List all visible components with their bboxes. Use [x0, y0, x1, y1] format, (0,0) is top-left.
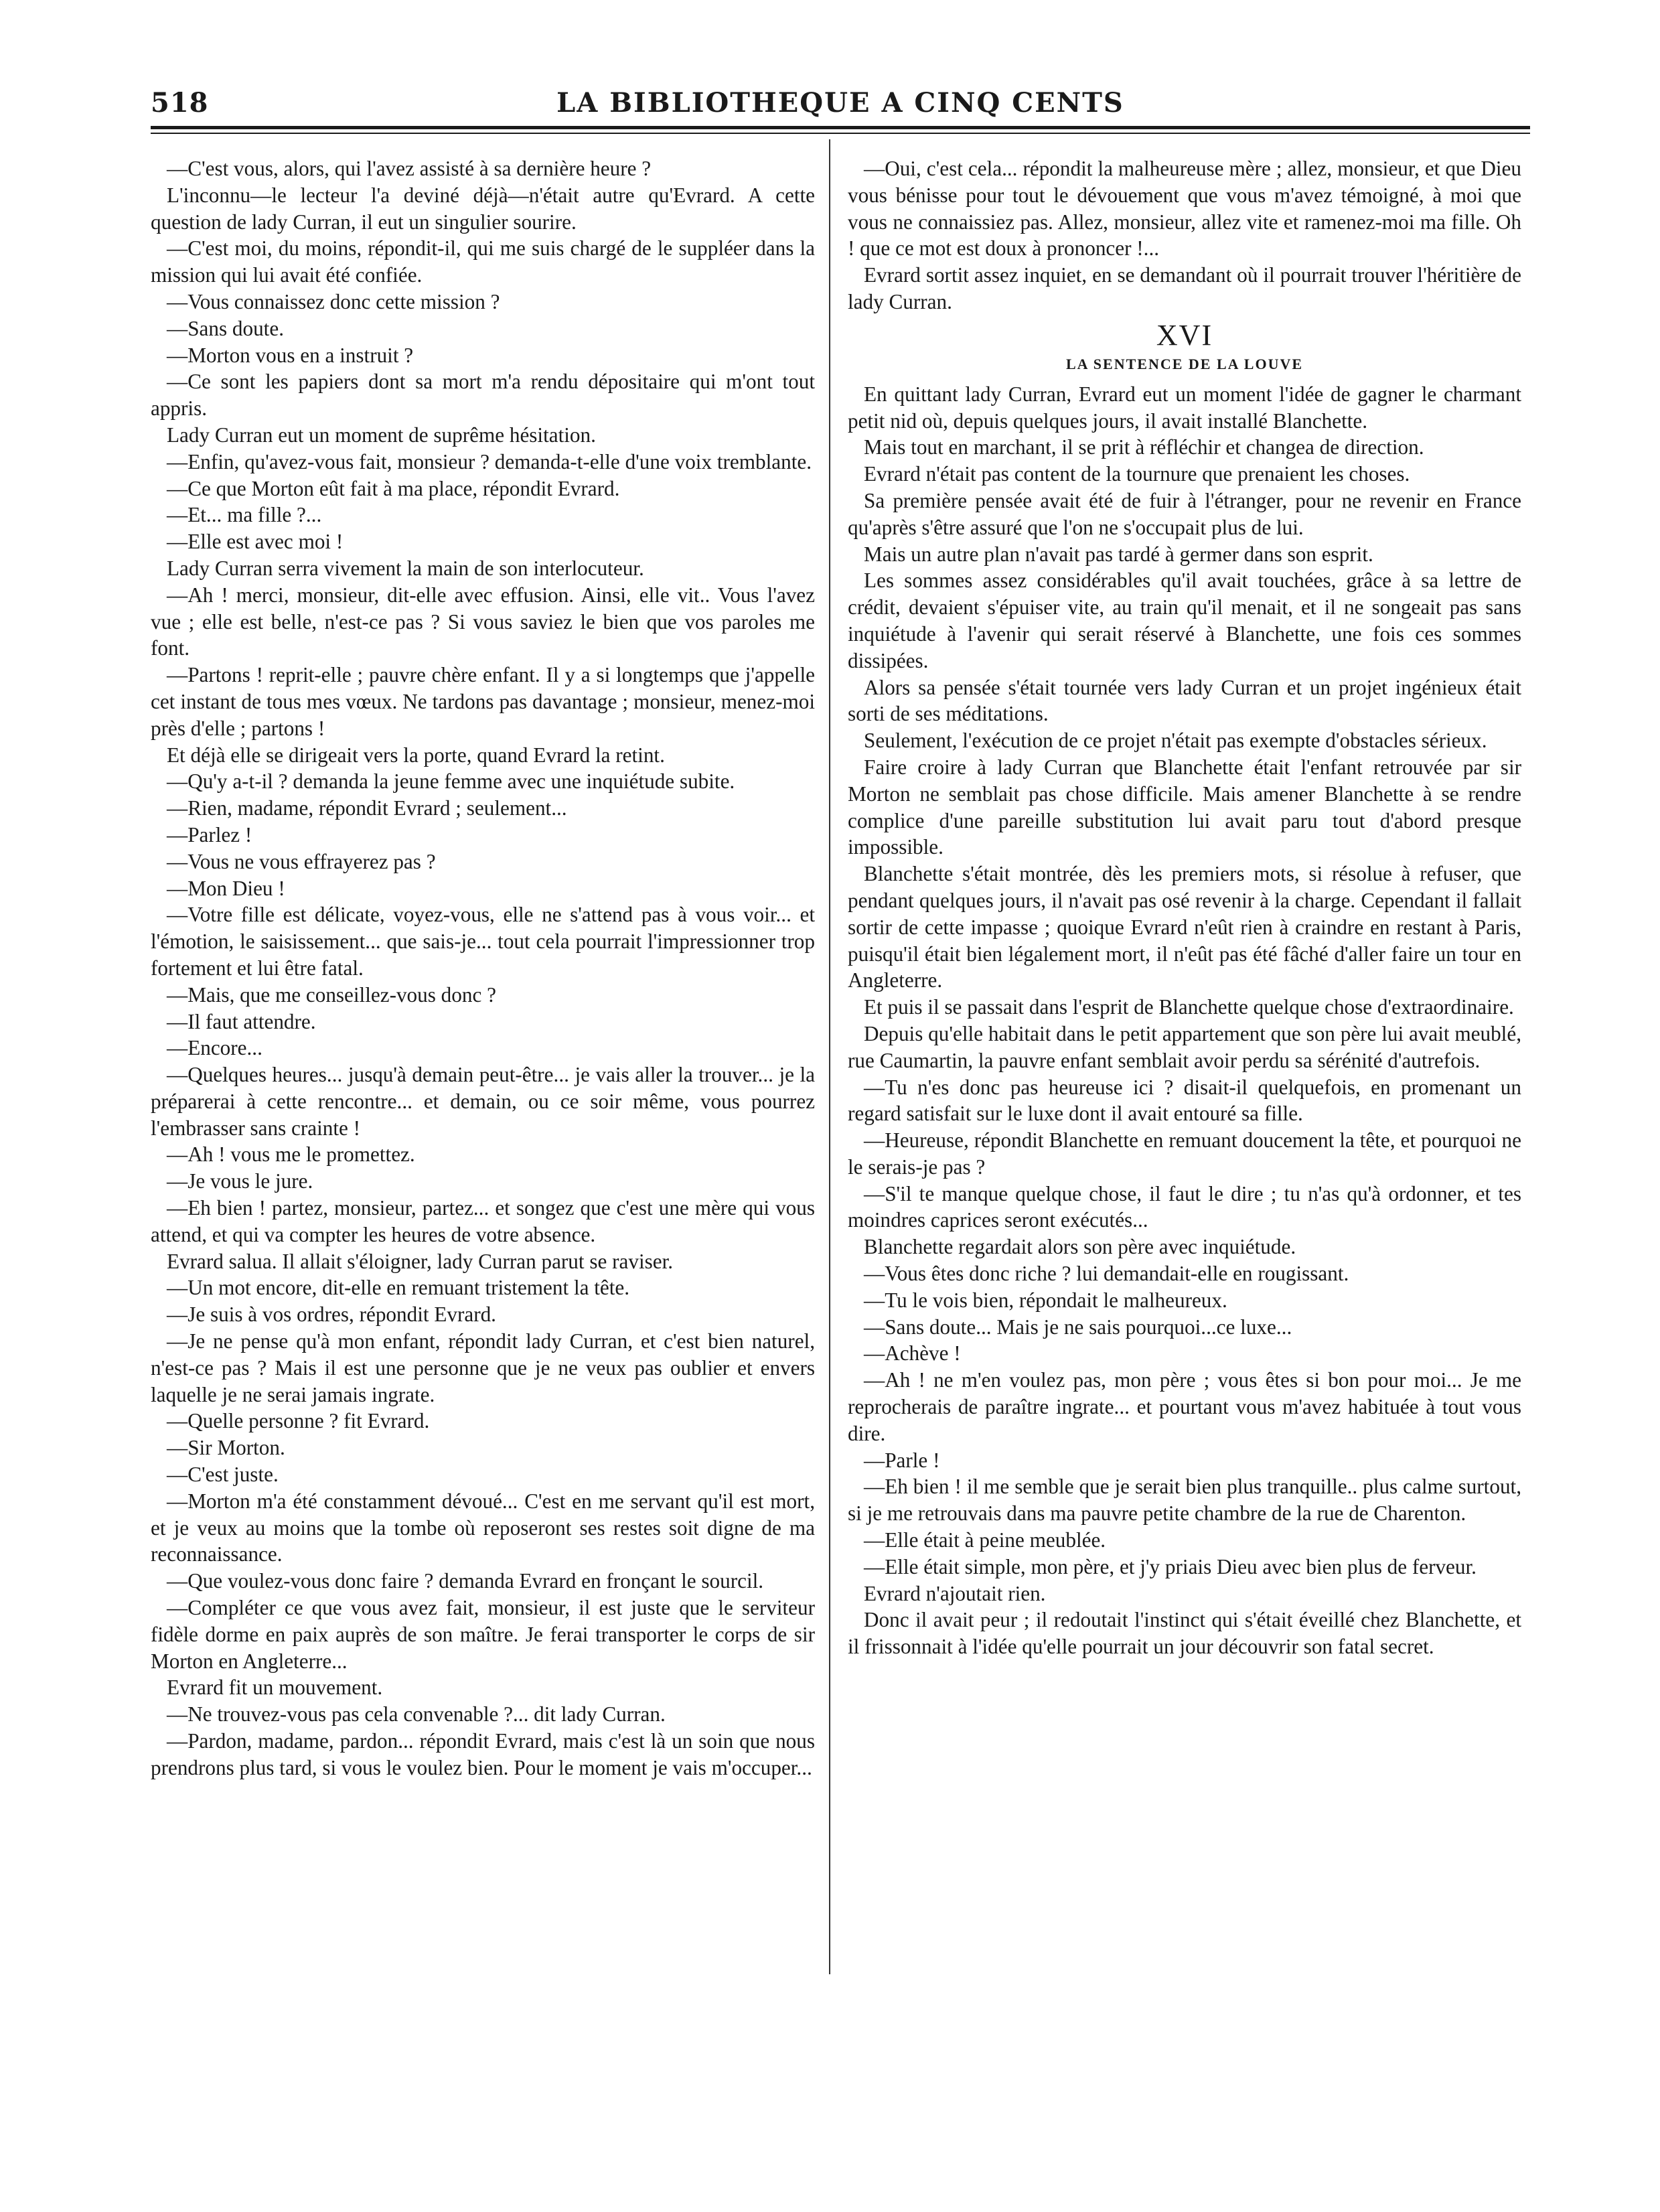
paragraph: —Tu n'es donc pas heureuse ici ? disait-il quelquefois, en promenant un regard satisfait sur le luxe dont il avait entouré sa fille. [848, 1075, 1521, 1126]
page-number: 518 [151, 87, 209, 119]
paragraph: —Votre fille est délicate, voyez-vous, elle ne s'attend pas à vous voir... et l'émotion, le saisissement... que sais-je... tout cela pourrait l'impressionner trop fortement et lui être fatal. [151, 903, 815, 980]
paragraph: Et déjà elle se dirigeait vers la porte, quand Evrard la retint. [167, 743, 665, 767]
paragraph: —Ah ! ne m'en voulez pas, mon père ; vous êtes si bon pour moi... Je me reprocherais de paraître ingrate... et pourtant vous m'avez habituée à tout vous dire. [848, 1368, 1521, 1445]
paragraph: —Il faut attendre. [167, 1009, 316, 1033]
paragraph: —Un mot encore, dit-elle en remuant tristement la tête. [167, 1276, 630, 1300]
paragraph: —Et... ma fille ?... [167, 503, 322, 527]
paragraph: Les sommes assez considérables qu'il avait touchées, grâce à sa lettre de crédit, devaient s'épuiser vite, au train qu'il menait, et il ne songeait pas sans inquiétude à l'avenir qui serait réservé à Blanchette, une fois ces sommes dissipées. [848, 569, 1521, 672]
paragraph: Evrard n'était pas content de la tournure que prenaient les choses. [864, 462, 1410, 486]
paragraph: —C'est juste. [167, 1463, 279, 1487]
paragraph: Evrard fit un mouvement. [167, 1676, 383, 1700]
paragraph: —Partons ! reprit-elle ; pauvre chère enfant. Il y a si longtemps que j'appelle cet instant de tous mes vœux. Ne tardons pas davantage ; monsieur, menez-moi près d'elle ; partons ! [151, 663, 815, 740]
left-column [151, 155, 815, 1781]
header-rule-thick [151, 126, 1530, 129]
paragraph: —Sans doute... Mais je ne sais pourquoi...ce luxe... [864, 1315, 1292, 1339]
paragraph: —Elle était à peine meublée. [864, 1528, 1106, 1552]
paragraph: —Mais, que me conseillez-vous donc ? [167, 982, 496, 1007]
paragraph: —Ce sont les papiers dont sa mort m'a rendu dépositaire qui m'ont tout appris. [151, 370, 815, 421]
paragraph: —Elle était simple, mon père, et j'y priais Dieu avec bien plus de ferveur. [864, 1554, 1477, 1578]
paragraph: Lady Curran eut un moment de suprême hésitation. [167, 423, 596, 447]
paragraph: —Compléter ce que vous avez fait, monsieur, il est juste que le serviteur fidèle dorme en paix auprès de son maître. Je ferai transporter le corps de sir Morton en Angleterre... [151, 1596, 815, 1673]
paragraph: —Que voulez-vous donc faire ? demanda Evrard en fronçant le sourcil. [167, 1569, 764, 1593]
paragraph: Evrard n'ajoutait rien. [864, 1581, 1046, 1605]
header-rule-thin [151, 133, 1530, 134]
chapter-title: LA SENTENCE DE LA LOUVE [1065, 355, 1304, 372]
paragraph: Et puis il se passait dans l'esprit de Blanchette quelque chose d'extraordinaire. [864, 995, 1514, 1019]
paragraph: —Je vous le jure. [167, 1169, 313, 1193]
paragraph: Sa première pensée avait été de fuir à l'étranger, pour ne revenir en France qu'après s'être assuré que l'on ne s'occupait plus de lui. [848, 488, 1521, 539]
paragraph: —Quelques heures... jusqu'à demain peut-être... je vais aller la trouver... je la préparerai à cette rencontre... et demain, ou ce soir même, vous pourrez l'embrasser sans crainte ! [151, 1063, 815, 1140]
right-column [848, 155, 1521, 1660]
paragraph: Lady Curran serra vivement la main de son interlocuteur. [167, 556, 644, 580]
paragraph: En quittant lady Curran, Evrard eut un moment l'idée de gagner le charmant petit nid où, depuis quelques jours, il avait installé Blanchette. [848, 382, 1521, 433]
paragraph: —Vous ne vous effrayerez pas ? [167, 849, 436, 873]
paragraph: Faire croire à lady Curran que Blanchette était l'enfant retrouvée par sir Morton ne semblait pas chose difficile. Mais amener Blanchette à se rendre complice d'une pareille substitution lui avait paru tout d'abord presque impossible. [848, 755, 1521, 859]
paragraph: —Ce que Morton eût fait à ma place, répondit Evrard. [167, 476, 620, 500]
paragraph: —Heureuse, répondit Blanchette en remuant doucement la tête, et pourquoi ne le serais-je pas ? [848, 1128, 1521, 1179]
running-title: LA BIBLIOTHEQUE A CINQ CENTS [556, 87, 1124, 119]
paragraph: —Elle est avec moi ! [167, 530, 344, 554]
paragraph: —Vous êtes donc riche ? lui demandait-elle en rougissant. [864, 1262, 1349, 1286]
paragraph: —Rien, madame, répondit Evrard ; seulement... [167, 796, 567, 820]
paragraph: Evrard salua. Il allait s'éloigner, lady Curran parut se raviser. [167, 1249, 674, 1273]
chapter-number: XVI [1156, 318, 1213, 352]
paragraph: —Encore... [167, 1036, 262, 1060]
paragraph: —Morton m'a été constamment dévoué... C'est en me servant qu'il est mort, et je veux au moins que la tombe où reposeront ses restes soit digne de ma reconnaissance. [151, 1489, 815, 1566]
paragraph: —C'est moi, du moins, répondit-il, qui me suis chargé de le suppléer dans la mission qui lui avait été confiée. [151, 236, 815, 287]
paragraph: Alors sa pensée s'était tournée vers lady Curran et un projet ingénieux était sorti de ses méditations. [848, 675, 1521, 726]
paragraph: —Ah ! vous me le promettez. [167, 1142, 415, 1167]
paragraph: —Achève ! [864, 1341, 961, 1366]
paragraph: —Eh bien ! partez, monsieur, partez... et songez que c'est une mère qui vous attend, et qui va compter les heures de votre absence. [151, 1196, 815, 1246]
paragraph: Blanchette s'était montrée, dès les premiers mots, si résolue à refuser, que pendant quelques jours, il n'avait pas osé revenir à la charge. Cependant il fallait sortir de cette impasse ; quoique Evrard n'eût rien à craindre en restant à Paris, puisqu'il était bien légalement mort, il n'eût pas été fâché d'aller faire un tour en Angleterre. [848, 862, 1521, 992]
paragraph: Evrard sortit assez inquiet, en se demandant où il pourrait trouver l'héritière de lady Curran. [848, 263, 1521, 313]
paragraph: —Je ne pense qu'à mon enfant, répondit lady Curran, et c'est bien naturel, n'est-ce pas ? Mais il est une personne que je ne veux pas oublier et envers laquelle je ne serai jamais ingrate. [151, 1329, 815, 1406]
paragraph: —Morton vous en a instruit ? [167, 343, 414, 367]
paragraph: —Tu le vois bien, répondait le malheureux. [864, 1288, 1227, 1312]
paragraph: —Ne trouvez-vous pas cela convenable ?... dit lady Curran. [167, 1702, 666, 1726]
column-divider [829, 139, 830, 1974]
paragraph: —Je suis à vos ordres, répondit Evrard. [167, 1303, 496, 1327]
paragraph: —C'est vous, alors, qui l'avez assisté à sa dernière heure ? [167, 157, 652, 180]
paragraph: —Vous connaissez donc cette mission ? [167, 289, 500, 313]
paragraph: —Sir Morton. [167, 1436, 285, 1460]
paragraph: L'inconnu—le lecteur l'a deviné déjà—n'était autre qu'Evrard. A cette question de lady Curran, il eut un singulier sourire. [151, 183, 815, 234]
paragraph: Mais tout en marchant, il se prit à réfléchir et changea de direction. [864, 435, 1424, 459]
paragraph: Depuis qu'elle habitait dans le petit appartement que son père lui avait meublé, rue Caumartin, la pauvre enfant semblait avoir perdu sa sérénité d'autrefois. [848, 1021, 1521, 1072]
paragraph: Mais un autre plan n'avait pas tardé à germer dans son esprit. [864, 542, 1373, 566]
paragraph: —Eh bien ! il me semble que je serait bien plus tranquille.. plus calme surtout, si je me retrouvais dans ma pauvre petite chambre de la rue de Charenton. [848, 1475, 1521, 1526]
paragraph: —Parlez ! [167, 822, 252, 846]
paragraph: —Pardon, madame, pardon... répondit Evrard, mais c'est là un soin que nous prendrons plus tard, si vous le voulez bien. Pour le moment je vais m'occuper... [151, 1729, 815, 1779]
paragraph: —Parle ! [864, 1448, 940, 1472]
paragraph: —Sans doute. [167, 316, 284, 340]
right-column-before-chapter [848, 155, 1521, 315]
paragraph: —S'il te manque quelque chose, il faut le dire ; tu n'as qu'à ordonner, et tes moindres caprices seront exécutés... [848, 1181, 1521, 1232]
paragraph: Seulement, l'exécution de ce projet n'était pas exempte d'obstacles sérieux. [864, 729, 1487, 753]
page-header [151, 83, 1530, 123]
paragraph: —Ah ! merci, monsieur, dit-elle avec effusion. Ainsi, elle vit.. Vous l'avez vue ; elle est belle, n'est-ce pas ? Si vous saviez le bien que vos paroles me font. [151, 583, 815, 660]
paragraph: —Mon Dieu ! [167, 876, 285, 900]
paragraph: —Enfin, qu'avez-vous fait, monsieur ? demanda-t-elle d'une voix tremblante. [167, 449, 812, 473]
paragraph: —Qu'y a-t-il ? demanda la jeune femme avec une inquiétude subite. [167, 769, 735, 794]
right-column-after-chapter [848, 381, 1521, 1660]
paragraph: —Quelle personne ? fit Evrard. [167, 1409, 430, 1433]
paragraph: —Oui, c'est cela... répondit la malheureuse mère ; allez, monsieur, et que Dieu vous bénisse pour tout le dévouement que vous m'avez témoigné, à moi que vous ne connaissiez pas. Allez, monsieur, allez vite et ramenez-moi ma fille. Oh ! que ce mot est doux à prononcer !... [848, 157, 1521, 261]
paragraph: Blanchette regardait alors son père avec inquiétude. [864, 1235, 1296, 1259]
paragraph: Donc il avait peur ; il redoutait l'instinct qui s'était éveillé chez Blanchette, et il frissonnait à l'idée qu'elle pourrait un jour découvrir son fatal secret. [848, 1608, 1521, 1659]
